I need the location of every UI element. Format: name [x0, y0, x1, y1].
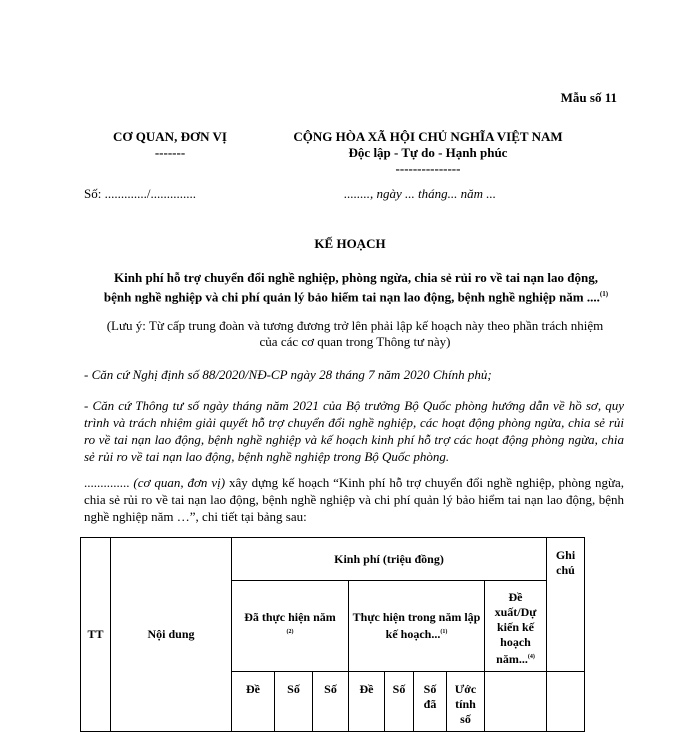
group-header-proposal: Đề xuất/Dự kiến kế hoạch năm...$^{(4)}$	[485, 581, 547, 672]
instruction-note	[60, 318, 650, 350]
subtitle-line-1: Kinh phí hỗ trợ chuyển đổi nghề nghiệp, phòng ngừa, chia sẻ rủi ro về tai nạn lao động,	[114, 270, 598, 285]
national-motto: Độc lập - Tự do - Hạnh phúc	[348, 145, 508, 160]
legal-basis-circular: - Căn cứ Thông tư số ngày tháng năm 2021 của Bộ trưởng Bộ Quốc phòng hướng dẫn về hồ sơ, quy trình và trách nhiệm giải quyết hỗ trợ chuyển đổi nghề nghiệp, các hoạt động phòng ngừa, chia sẻ rủi ro về tai nạn lao động, bệnh nghề nghiệp và kế hoạch kinh phí hỗ trợ các hoạt động phòng ngừa, chia sẻ rủi ro về tai nạn lao động, bệnh nghề nghiệp trong Bộ Quốc phòng.	[84, 398, 624, 464]
column-header-note: Ghi chú	[547, 538, 585, 672]
sub-header-so-1: Số	[275, 672, 313, 732]
note-line-1: (Lưu ý: Từ cấp trung đoàn và tương đương trở lên phải lập kế hoạch này theo phần trách nhiệm	[106, 318, 604, 333]
column-header-budget: Kinh phí (triệu đồng)	[232, 538, 547, 581]
document-title: KẾ HOẠCH	[314, 236, 386, 251]
intro-agency: (cơ quan, đơn vị)	[133, 475, 226, 490]
sub-header-uoc: Ước tính số	[447, 672, 485, 732]
subtitle-line-2: bệnh nghề nghiệp và chi phí quản lý bảo hiểm tai nạn lao động, bệnh nghề nghiệp năm ....$^{(1)}$	[103, 289, 609, 305]
intro-prefix: ..............	[84, 475, 130, 490]
country-name: CỘNG HÒA XÃ HỘI CHỦ NGHĨA VIỆT NAM	[293, 129, 563, 144]
agency-header	[86, 129, 254, 161]
motto-divider: ---------------	[395, 161, 461, 176]
agency-divider: -------	[154, 145, 186, 160]
sub-header-note-empty	[547, 672, 585, 732]
sub-header-proposal-empty	[485, 672, 547, 732]
document-number-line: Số: ............./..............	[84, 186, 196, 201]
sub-header-so-3: Số	[385, 672, 414, 732]
note-line-2: của các cơ quan trong Thông tư này)	[259, 334, 451, 349]
sub-header-so-da: Số đã	[414, 672, 447, 732]
intro-text: xây dựng kế hoạch “Kinh phí hỗ trợ chuyển đổi nghề nghiệp, phòng ngừa, chia sẻ rủi ro về tai nạn lao động, bệnh nghề nghiệp và chi phí quản lý bảo hiểm tai nạn lao động, bệnh nghề nghiệp năm …”, chi tiết tại bảng sau:	[84, 475, 625, 524]
intro-paragraph	[84, 474, 624, 525]
column-header-tt: TT	[81, 538, 111, 732]
sub-header-so-2: Số	[313, 672, 349, 732]
sub-header-de-1: Đề	[232, 672, 275, 732]
legal-basis-decree: - Căn cứ Nghị định số 88/2020/NĐ-CP ngày 28 tháng 7 năm 2020 Chính phủ;	[84, 367, 492, 382]
group-header-current: Thực hiện trong năm lập kế hoạch...$^{(1)}$	[349, 581, 485, 672]
national-header	[268, 129, 588, 177]
column-header-content: Nội dung	[111, 538, 232, 732]
agency-name: CƠ QUAN, ĐƠN VỊ	[113, 129, 227, 144]
document-subtitle	[76, 269, 636, 305]
date-line: ........, ngày ... tháng... năm ...	[344, 186, 497, 201]
form-number: Mẫu số 11	[560, 90, 617, 105]
group-header-done: Đã thực hiện năm $^{(2)}$	[232, 581, 349, 672]
budget-plan-table	[80, 537, 585, 732]
sub-header-de-2: Đề	[349, 672, 385, 732]
subtitle-footnote: (1)	[599, 290, 609, 298]
